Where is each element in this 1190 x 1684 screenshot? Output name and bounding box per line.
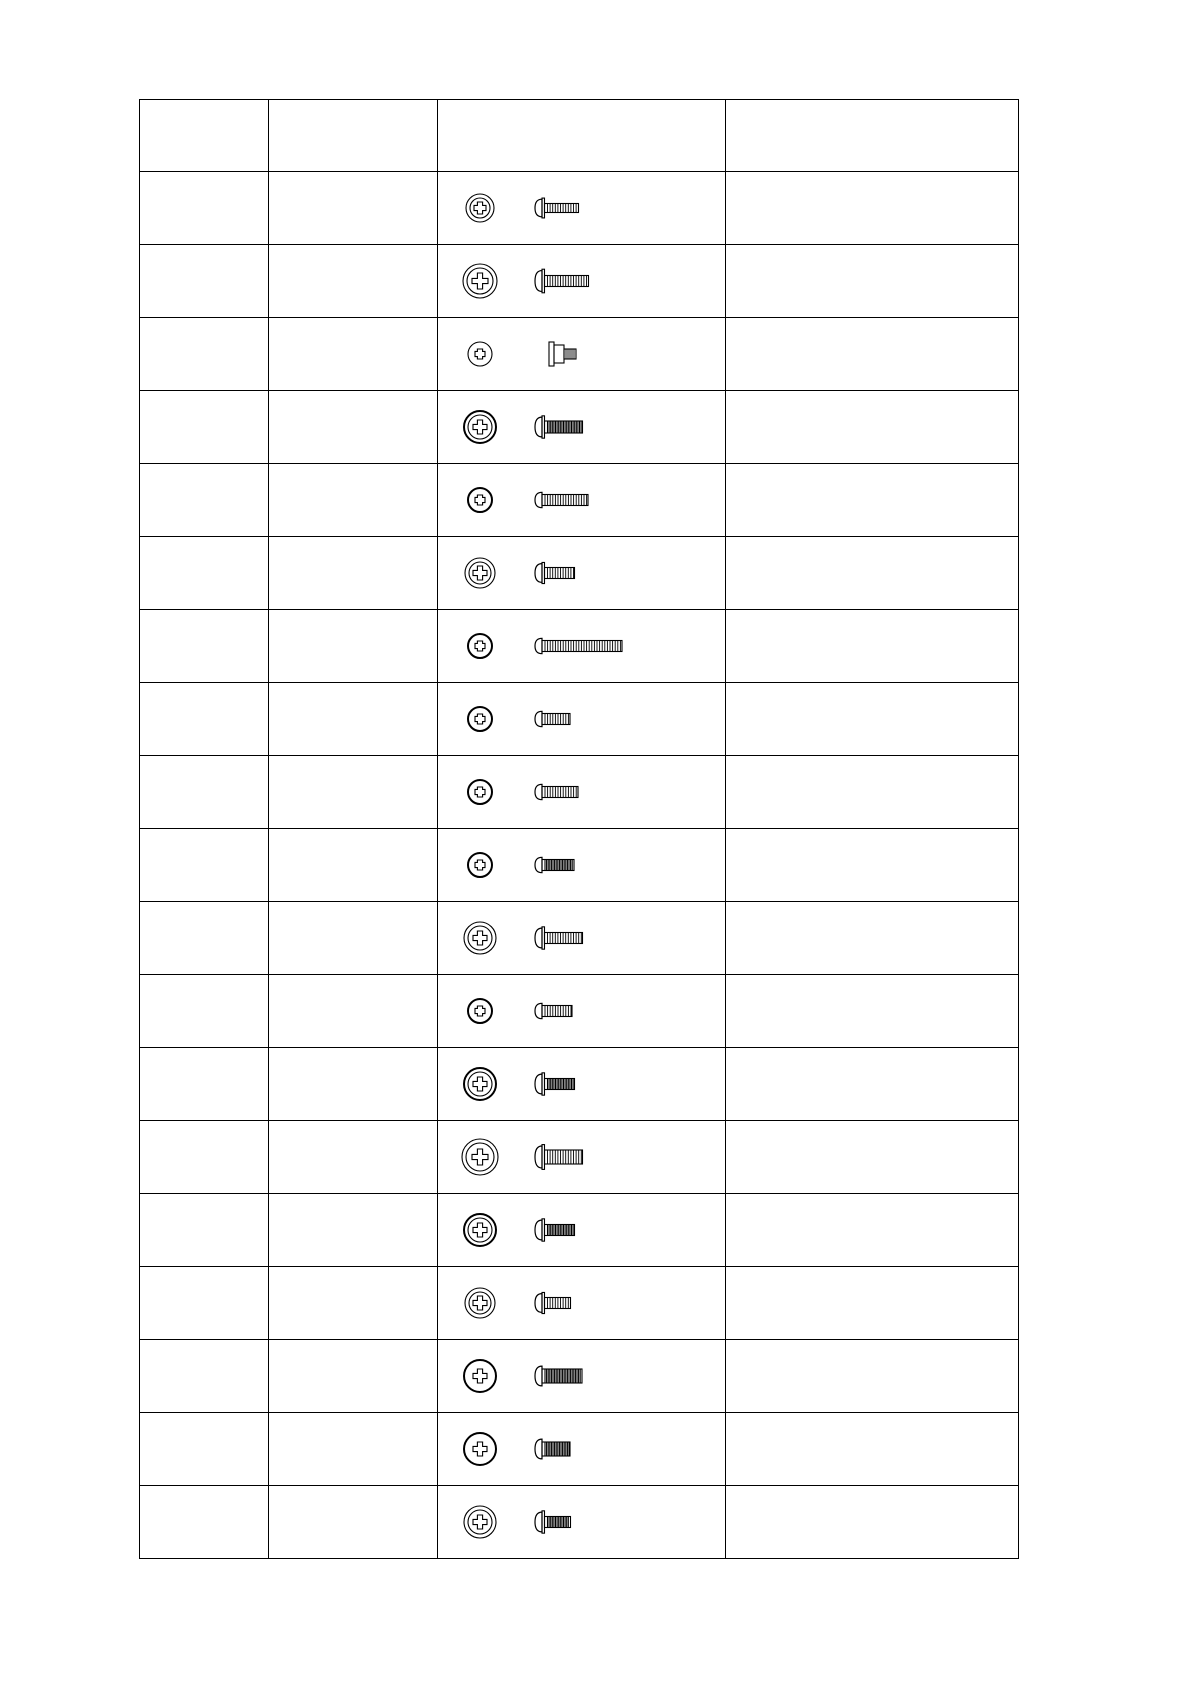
cell-description <box>726 318 1019 391</box>
table-row <box>140 391 1019 464</box>
cell-part-no <box>269 391 438 464</box>
cell-part-no <box>269 975 438 1048</box>
table-row <box>140 975 1019 1048</box>
cell-screw-figure <box>438 464 726 537</box>
screw-parts-table <box>139 99 1019 1559</box>
cell-description <box>726 975 1019 1048</box>
screw-icon <box>438 835 638 895</box>
table-row <box>140 683 1019 756</box>
screw-icon <box>438 762 638 822</box>
table-row <box>140 756 1019 829</box>
header-cell-part <box>269 100 438 172</box>
screw-icon <box>438 1492 638 1552</box>
cell-item-no <box>140 975 269 1048</box>
cell-part-no <box>269 1413 438 1486</box>
header-cell-desc <box>726 100 1019 172</box>
screw-figure <box>438 829 725 901</box>
cell-item-no <box>140 318 269 391</box>
cell-part-no <box>269 683 438 756</box>
cell-item-no <box>140 1048 269 1121</box>
screw-icon <box>438 1419 638 1479</box>
cell-part-no <box>269 172 438 245</box>
table-row <box>140 537 1019 610</box>
cell-item-no <box>140 1194 269 1267</box>
cell-part-no <box>269 1486 438 1559</box>
cell-item-no <box>140 537 269 610</box>
screw-figure <box>438 902 725 974</box>
screw-figure <box>438 683 725 755</box>
cell-description <box>726 1194 1019 1267</box>
table-row <box>140 1486 1019 1559</box>
cell-screw-figure <box>438 1340 726 1413</box>
screw-icon <box>438 543 638 603</box>
cell-item-no <box>140 756 269 829</box>
table-row <box>140 1267 1019 1340</box>
table-row <box>140 464 1019 537</box>
cell-item-no <box>140 172 269 245</box>
cell-screw-figure <box>438 975 726 1048</box>
cell-screw-figure <box>438 318 726 391</box>
table-row <box>140 1048 1019 1121</box>
cell-item-no <box>140 464 269 537</box>
screw-figure <box>438 172 725 244</box>
cell-screw-figure <box>438 172 726 245</box>
cell-part-no <box>269 902 438 975</box>
cell-description <box>726 537 1019 610</box>
cell-screw-figure <box>438 1267 726 1340</box>
cell-part-no <box>269 756 438 829</box>
table-row <box>140 318 1019 391</box>
cell-description <box>726 1121 1019 1194</box>
screw-icon <box>438 908 638 968</box>
table-row <box>140 1121 1019 1194</box>
table-header-row <box>140 100 1019 172</box>
cell-description <box>726 172 1019 245</box>
screw-figure <box>438 1048 725 1120</box>
cell-part-no <box>269 829 438 902</box>
cell-screw-figure <box>438 1121 726 1194</box>
cell-item-no <box>140 1486 269 1559</box>
cell-part-no <box>269 318 438 391</box>
cell-item-no <box>140 1267 269 1340</box>
table-row <box>140 245 1019 318</box>
cell-part-no <box>269 610 438 683</box>
screw-icon <box>438 981 638 1041</box>
screw-icon <box>438 178 638 238</box>
cell-part-no <box>269 537 438 610</box>
screw-figure <box>438 610 725 682</box>
cell-description <box>726 245 1019 318</box>
screw-figure <box>438 1121 725 1193</box>
cell-item-no <box>140 391 269 464</box>
cell-description <box>726 610 1019 683</box>
screw-figure <box>438 537 725 609</box>
screw-icon <box>438 397 638 457</box>
cell-part-no <box>269 1048 438 1121</box>
cell-description <box>726 756 1019 829</box>
screw-figure <box>438 391 725 463</box>
screw-figure <box>438 1486 725 1558</box>
cell-item-no <box>140 1340 269 1413</box>
cell-item-no <box>140 1413 269 1486</box>
screw-icon <box>438 1127 638 1187</box>
cell-description <box>726 1413 1019 1486</box>
table-body <box>140 100 1019 1559</box>
cell-item-no <box>140 610 269 683</box>
screw-figure <box>438 464 725 536</box>
screw-figure <box>438 1340 725 1412</box>
cell-part-no <box>269 1121 438 1194</box>
screw-figure <box>438 1194 725 1266</box>
cell-screw-figure <box>438 902 726 975</box>
cell-description <box>726 1267 1019 1340</box>
cell-description <box>726 683 1019 756</box>
screw-icon <box>438 324 638 384</box>
cell-description <box>726 391 1019 464</box>
screw-figure <box>438 975 725 1047</box>
header-cell-no <box>140 100 269 172</box>
screw-figure <box>438 245 725 317</box>
cell-description <box>726 902 1019 975</box>
cell-part-no <box>269 1340 438 1413</box>
cell-description <box>726 1340 1019 1413</box>
cell-item-no <box>140 829 269 902</box>
cell-screw-figure <box>438 537 726 610</box>
cell-item-no <box>140 1121 269 1194</box>
screw-icon <box>438 616 638 676</box>
cell-screw-figure <box>438 1194 726 1267</box>
screw-figure <box>438 1267 725 1339</box>
cell-part-no <box>269 1194 438 1267</box>
cell-description <box>726 1486 1019 1559</box>
header-cell-screw <box>438 100 726 172</box>
screw-figure <box>438 756 725 828</box>
cell-screw-figure <box>438 683 726 756</box>
screw-icon <box>438 1346 638 1406</box>
cell-screw-figure <box>438 756 726 829</box>
screw-figure <box>438 318 725 390</box>
cell-screw-figure <box>438 1413 726 1486</box>
cell-screw-figure <box>438 245 726 318</box>
cell-screw-figure <box>438 391 726 464</box>
table-row <box>140 172 1019 245</box>
screw-icon <box>438 1273 638 1333</box>
cell-description <box>726 464 1019 537</box>
cell-item-no <box>140 902 269 975</box>
cell-description <box>726 829 1019 902</box>
cell-part-no <box>269 245 438 318</box>
cell-item-no <box>140 683 269 756</box>
table-row <box>140 1194 1019 1267</box>
screw-icon <box>438 1200 638 1260</box>
table-row <box>140 1340 1019 1413</box>
screw-icon <box>438 689 638 749</box>
cell-screw-figure <box>438 1486 726 1559</box>
table-row <box>140 610 1019 683</box>
table-row <box>140 829 1019 902</box>
screw-icon <box>438 251 638 311</box>
cell-item-no <box>140 245 269 318</box>
cell-screw-figure <box>438 829 726 902</box>
cell-description <box>726 1048 1019 1121</box>
cell-screw-figure <box>438 610 726 683</box>
table-row <box>140 902 1019 975</box>
screw-icon <box>438 1054 638 1114</box>
cell-screw-figure <box>438 1048 726 1121</box>
cell-part-no <box>269 1267 438 1340</box>
screw-icon <box>438 470 638 530</box>
screw-figure <box>438 1413 725 1485</box>
cell-part-no <box>269 464 438 537</box>
table-row <box>140 1413 1019 1486</box>
